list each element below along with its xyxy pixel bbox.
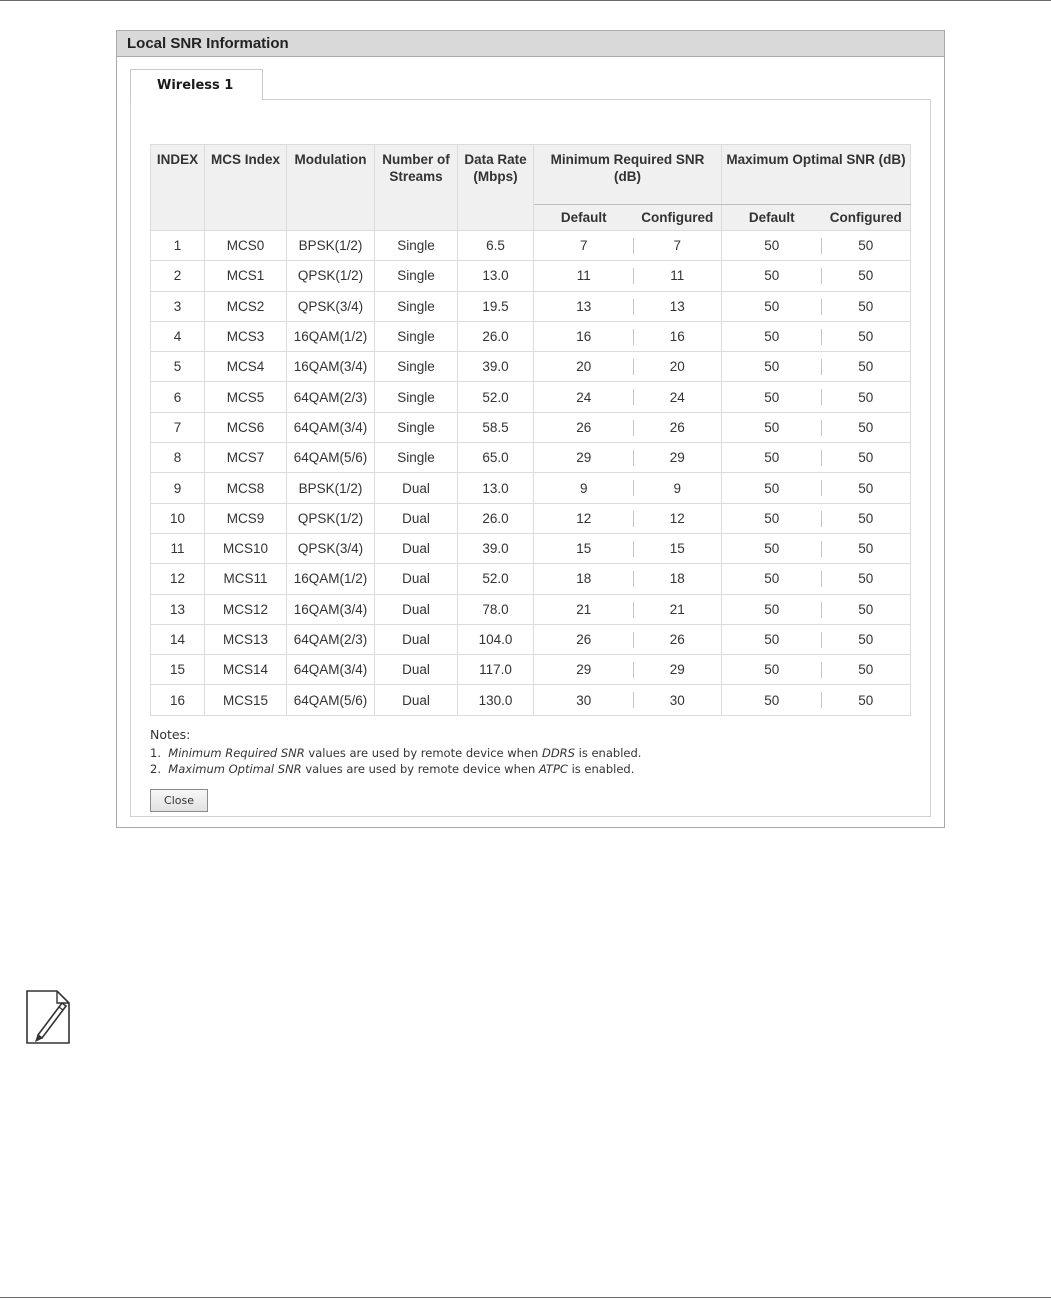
table-row [151,564,911,594]
cell-mcs-index: MCS2 [205,291,287,321]
note-feature: ATPC [538,762,568,776]
cell-max-configured: 50 [822,564,911,594]
cell-min-default: 29 [534,655,634,685]
cell-index: 11 [151,533,205,563]
cell-min-default: 15 [534,533,634,563]
cell-min-default: 21 [534,594,634,624]
header-min-configured: Configured [634,205,722,231]
cell-index: 15 [151,655,205,685]
header-modulation: Modulation [287,145,375,231]
local-snr-panel [116,30,945,828]
cell-modulation: 64QAM(2/3) [287,382,375,412]
cell-max-default: 50 [722,261,822,291]
cell-min-configured: 21 [634,594,722,624]
cell-max-default: 50 [722,291,822,321]
cell-modulation: QPSK(3/4) [287,533,375,563]
cell-index: 1 [151,231,205,261]
cell-data-rate: 65.0 [458,443,534,473]
cell-min-default: 13 [534,291,634,321]
note-number: 2. [150,762,161,776]
cell-max-configured: 50 [822,382,911,412]
cell-mcs-index: MCS15 [205,685,287,715]
cell-modulation: QPSK(1/2) [287,261,375,291]
cell-streams: Single [375,443,458,473]
cell-min-default: 12 [534,503,634,533]
panel-title: Local SNR Information [117,31,944,57]
snr-table [150,144,911,716]
cell-modulation: 64QAM(5/6) [287,443,375,473]
table-row [151,624,911,654]
cell-streams: Dual [375,564,458,594]
cell-data-rate: 130.0 [458,685,534,715]
note-number: 1. [150,746,161,760]
notes-section [150,727,910,777]
cell-mcs-index: MCS13 [205,624,287,654]
header-index: INDEX [151,145,205,231]
header-max-default: Default [722,205,822,231]
cell-streams: Single [375,382,458,412]
cell-min-configured: 20 [634,352,722,382]
note-item-1 [150,745,910,761]
cell-streams: Dual [375,594,458,624]
cell-streams: Single [375,231,458,261]
cell-data-rate: 117.0 [458,655,534,685]
cell-max-default: 50 [722,231,822,261]
snr-table-body [151,231,911,716]
cell-mcs-index: MCS9 [205,503,287,533]
table-row [151,261,911,291]
cell-data-rate: 39.0 [458,533,534,563]
cell-min-configured: 24 [634,382,722,412]
cell-max-default: 50 [722,473,822,503]
cell-modulation: 16QAM(3/4) [287,352,375,382]
cell-index: 10 [151,503,205,533]
cell-mcs-index: MCS7 [205,443,287,473]
cell-max-default: 50 [722,443,822,473]
header-mcs-index: MCS Index [205,145,287,231]
cell-min-configured: 29 [634,655,722,685]
cell-min-default: 24 [534,382,634,412]
cell-index: 12 [151,564,205,594]
cell-max-configured: 50 [822,685,911,715]
note-feature: DDRS [541,746,575,760]
cell-modulation: QPSK(3/4) [287,291,375,321]
cell-mcs-index: MCS0 [205,231,287,261]
cell-max-configured: 50 [822,594,911,624]
cell-mcs-index: MCS10 [205,533,287,563]
cell-max-configured: 50 [822,624,911,654]
cell-mcs-index: MCS11 [205,564,287,594]
cell-min-configured: 15 [634,533,722,563]
cell-min-configured: 26 [634,412,722,442]
cell-min-configured: 7 [634,231,722,261]
note-text: values are used by remote device when [305,762,536,776]
top-rule [0,0,1051,1]
table-row [151,533,911,563]
table-row [151,443,911,473]
table-row [151,382,911,412]
cell-min-configured: 26 [634,624,722,654]
table-row [151,473,911,503]
header-maximum-optimal-snr: Maximum Optimal SNR (dB) [722,145,911,205]
cell-mcs-index: MCS12 [205,594,287,624]
cell-modulation: BPSK(1/2) [287,473,375,503]
table-row [151,352,911,382]
cell-modulation: 64QAM(5/6) [287,685,375,715]
cell-streams: Single [375,412,458,442]
cell-modulation: BPSK(1/2) [287,231,375,261]
cell-modulation: QPSK(1/2) [287,503,375,533]
table-row [151,655,911,685]
cell-modulation: 16QAM(3/4) [287,594,375,624]
table-row [151,291,911,321]
cell-max-configured: 50 [822,291,911,321]
cell-mcs-index: MCS8 [205,473,287,503]
cell-min-default: 11 [534,261,634,291]
note-term: Maximum Optimal SNR [168,762,302,776]
cell-min-default: 7 [534,231,634,261]
cell-index: 2 [151,261,205,291]
note-text-end: is enabled. [571,762,635,776]
bottom-rule [0,1297,1051,1298]
table-row [151,685,911,715]
cell-max-default: 50 [722,624,822,654]
cell-mcs-index: MCS6 [205,412,287,442]
cell-streams: Dual [375,685,458,715]
table-row [151,412,911,442]
cell-streams: Dual [375,473,458,503]
header-min-default: Default [534,205,634,231]
cell-index: 5 [151,352,205,382]
cell-index: 3 [151,291,205,321]
cell-data-rate: 13.0 [458,261,534,291]
cell-max-default: 50 [722,352,822,382]
cell-min-configured: 13 [634,291,722,321]
cell-modulation: 16QAM(1/2) [287,321,375,351]
cell-streams: Single [375,321,458,351]
note-text: values are used by remote device when [308,746,539,760]
cell-modulation: 16QAM(1/2) [287,564,375,594]
cell-data-rate: 13.0 [458,473,534,503]
cell-max-default: 50 [722,503,822,533]
cell-data-rate: 19.5 [458,291,534,321]
cell-data-rate: 78.0 [458,594,534,624]
cell-modulation: 64QAM(2/3) [287,624,375,654]
cell-data-rate: 58.5 [458,412,534,442]
cell-modulation: 64QAM(3/4) [287,655,375,685]
cell-mcs-index: MCS3 [205,321,287,351]
cell-min-default: 26 [534,624,634,654]
table-row [151,231,911,261]
cell-min-default: 16 [534,321,634,351]
cell-max-configured: 50 [822,503,911,533]
notes-title: Notes: [150,727,191,742]
cell-streams: Dual [375,655,458,685]
cell-index: 13 [151,594,205,624]
cell-min-configured: 30 [634,685,722,715]
cell-max-default: 50 [722,321,822,351]
cell-min-default: 29 [534,443,634,473]
cell-max-configured: 50 [822,533,911,563]
close-button[interactable]: Close [150,789,208,812]
table-row [151,321,911,351]
cell-data-rate: 26.0 [458,321,534,351]
cell-min-default: 30 [534,685,634,715]
cell-min-configured: 16 [634,321,722,351]
cell-max-default: 50 [722,655,822,685]
cell-streams: Dual [375,624,458,654]
cell-modulation: 64QAM(3/4) [287,412,375,442]
note-item-2 [150,761,910,777]
cell-max-default: 50 [722,412,822,442]
cell-min-default: 9 [534,473,634,503]
cell-mcs-index: MCS5 [205,382,287,412]
cell-max-default: 50 [722,685,822,715]
tab-wireless-1[interactable]: Wireless 1 [130,69,263,100]
cell-streams: Single [375,291,458,321]
cell-data-rate: 6.5 [458,231,534,261]
cell-min-default: 20 [534,352,634,382]
cell-data-rate: 26.0 [458,503,534,533]
cell-streams: Single [375,352,458,382]
cell-index: 7 [151,412,205,442]
cell-mcs-index: MCS4 [205,352,287,382]
table-row [151,594,911,624]
cell-streams: Dual [375,503,458,533]
cell-index: 16 [151,685,205,715]
cell-data-rate: 52.0 [458,382,534,412]
cell-max-configured: 50 [822,352,911,382]
cell-mcs-index: MCS14 [205,655,287,685]
cell-max-configured: 50 [822,412,911,442]
cell-max-configured: 50 [822,231,911,261]
cell-index: 6 [151,382,205,412]
cell-mcs-index: MCS1 [205,261,287,291]
header-minimum-required-snr: Minimum Required SNR (dB) [534,145,722,205]
cell-min-configured: 12 [634,503,722,533]
cell-max-default: 50 [722,564,822,594]
cell-max-configured: 50 [822,261,911,291]
cell-streams: Single [375,261,458,291]
cell-data-rate: 39.0 [458,352,534,382]
cell-min-default: 18 [534,564,634,594]
cell-max-default: 50 [722,533,822,563]
cell-data-rate: 52.0 [458,564,534,594]
cell-min-configured: 29 [634,443,722,473]
cell-index: 9 [151,473,205,503]
note-text-end: is enabled. [578,746,642,760]
cell-min-configured: 9 [634,473,722,503]
header-max-configured: Configured [822,205,911,231]
cell-max-default: 50 [722,594,822,624]
cell-max-configured: 50 [822,443,911,473]
cell-min-configured: 18 [634,564,722,594]
cell-data-rate: 104.0 [458,624,534,654]
cell-max-configured: 50 [822,473,911,503]
cell-index: 8 [151,443,205,473]
cell-min-default: 26 [534,412,634,442]
cell-streams: Dual [375,533,458,563]
cell-min-configured: 11 [634,261,722,291]
cell-max-configured: 50 [822,655,911,685]
header-data-rate: Data Rate (Mbps) [458,145,534,231]
note-pencil-icon [24,989,72,1045]
cell-max-default: 50 [722,382,822,412]
cell-index: 4 [151,321,205,351]
cell-index: 14 [151,624,205,654]
header-number-of-streams: Number of Streams [375,145,458,231]
cell-max-configured: 50 [822,321,911,351]
table-row [151,503,911,533]
note-term: Minimum Required SNR [168,746,305,760]
